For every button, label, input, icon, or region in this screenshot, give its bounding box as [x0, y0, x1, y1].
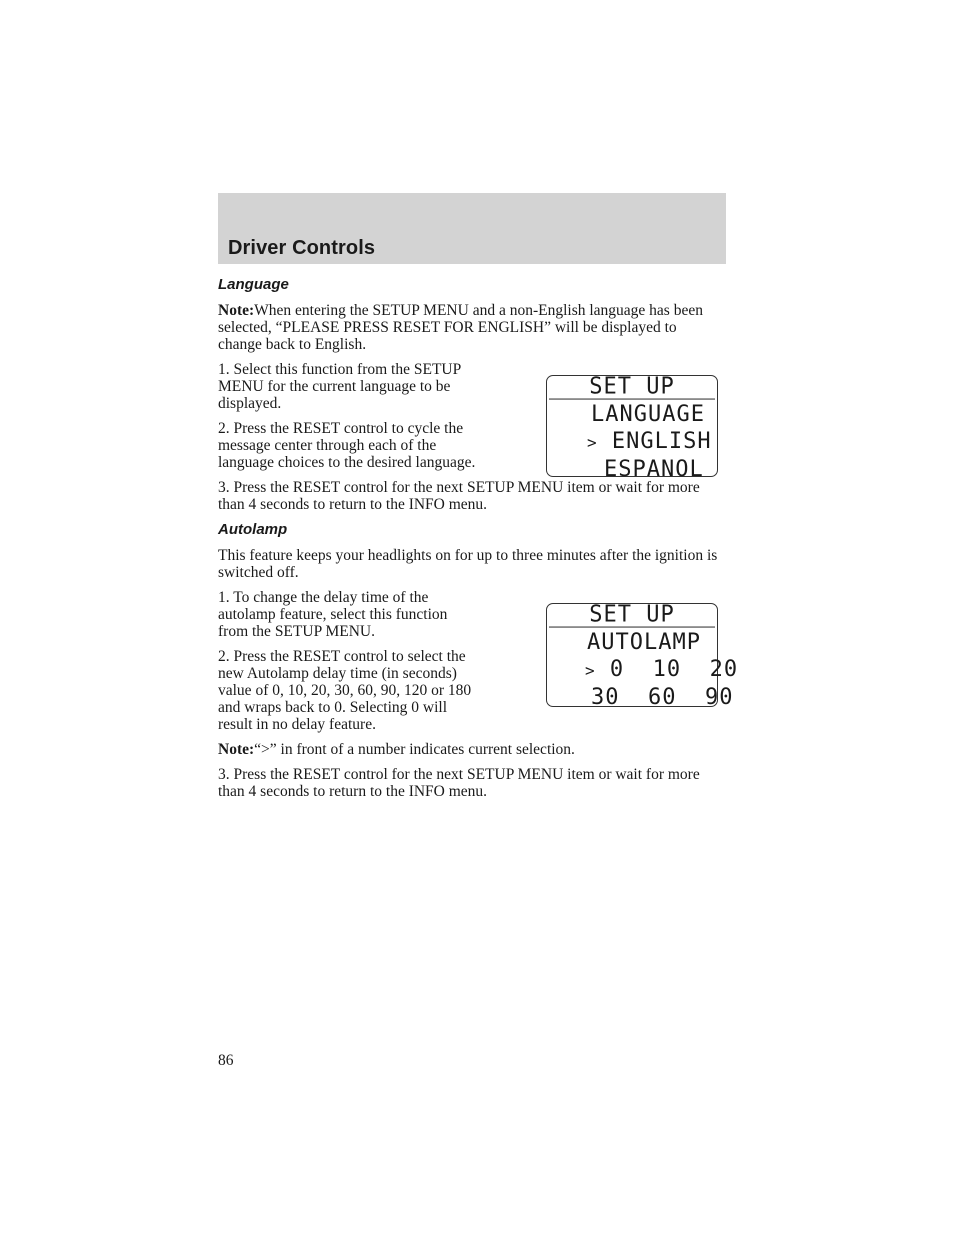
selection-arrow: >: [587, 433, 598, 452]
display-line-language: LANGUAGE: [591, 402, 705, 427]
language-heading: Language: [218, 276, 289, 293]
language-step-2: 2. Press the RESET control to cycle the message center through each of the language choices to the desired language.: [218, 420, 476, 471]
language-note-text: When entering the SETUP MENU and a non-English language has been selected, “PLEASE PRESS RESET FOR ENGLISH” will be displayed to change back to English.: [218, 302, 703, 353]
display-line-delays-b: 30 60 90: [591, 685, 734, 710]
selection-arrow: >: [585, 661, 596, 680]
autolamp-step-2: 2. Press the RESET control to select the new Autolamp delay time (in seconds) value of 0, 10, 20, 30, 60, 90, 120 or 180 and wraps back to 0. Selecting 0 will result in no delay feature.: [218, 648, 472, 733]
autolamp-display: [546, 601, 739, 710]
display-line-espanol: ESPANOL: [604, 457, 704, 482]
page-content: [218, 276, 739, 808]
language-step-1: 1. Select this function from the SETUP MENU for the current language to be displayed.: [218, 361, 461, 412]
autolamp-heading: Autolamp: [218, 521, 288, 538]
display-line-delays-a: [547, 656, 739, 684]
note-label: Note:: [218, 741, 255, 758]
note-label: Note:: [218, 302, 255, 319]
language-display: [546, 373, 718, 482]
autolamp-step-1: 1. To change the delay time of the autolamp feature, select this function from the SETUP MENU.: [218, 589, 448, 640]
display-title: SET UP: [549, 375, 715, 399]
autolamp-intro: This feature keeps your headlights on for up to three minutes after the ignition is switched off.: [218, 547, 718, 581]
language-steps: [218, 361, 718, 482]
display-line-english: [547, 428, 717, 456]
display-delays-a-text: 0 10 20: [609, 657, 739, 682]
section-header: [218, 193, 726, 264]
display-line-autolamp: AUTOLAMP: [587, 630, 701, 655]
section-title: Driver Controls: [228, 237, 376, 259]
autolamp-steps: [218, 589, 739, 733]
autolamp-note: [218, 741, 718, 758]
autolamp-note-text: “>” in front of a number indicates current selection.: [254, 741, 575, 758]
display-title: SET UP: [549, 603, 715, 627]
autolamp-step-3: 3. Press the RESET control for the next SETUP MENU item or wait for more than 4 seconds to return to the INFO menu.: [218, 766, 700, 800]
language-note: [218, 302, 718, 353]
page-number: 86: [218, 1052, 234, 1069]
language-step-3: 3. Press the RESET control for the next SETUP MENU item or wait for more than 4 seconds to return to the INFO menu.: [218, 479, 700, 513]
display-english-text: ENGLISH: [611, 429, 712, 454]
